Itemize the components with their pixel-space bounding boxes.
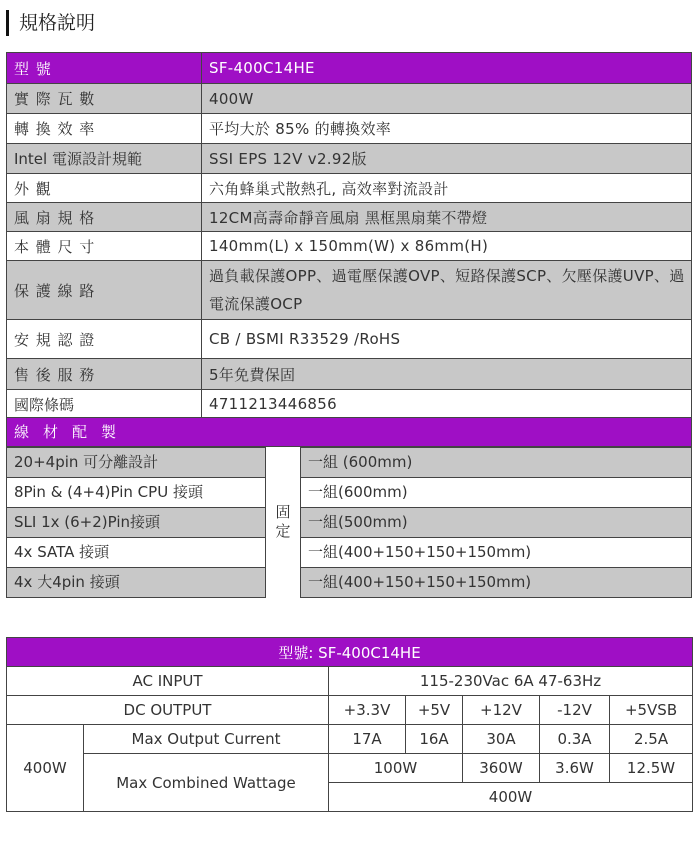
- total-wattage-label: 400W: [7, 725, 84, 812]
- cable-qty-column: [300, 447, 692, 598]
- rail-n12v: -12V: [540, 696, 610, 725]
- spec-value: 平均大於 85% 的轉換效率: [202, 114, 692, 144]
- cable-qty: 一組(600mm): [300, 478, 692, 508]
- dc-output-row: [7, 696, 693, 725]
- spec-label: 實 際 瓦 數: [7, 84, 202, 114]
- spec-label: 轉 換 效 率: [7, 114, 202, 144]
- combined-3v3-5v: 100W: [329, 754, 463, 783]
- spec-value: 140mm(L) x 150mm(W) x 86mm(H): [202, 232, 692, 261]
- rail-5vsb: +5VSB: [610, 696, 693, 725]
- current-5vsb: 2.5A: [610, 725, 693, 754]
- cable-name: 20+4pin 可分離設計: [6, 447, 266, 478]
- combined-n12v: 3.6W: [540, 754, 610, 783]
- spec-label: 國際條碼: [7, 390, 202, 419]
- combined-wattage-label: Max Combined Wattage: [84, 754, 329, 812]
- ac-input-row: [7, 667, 693, 696]
- spec-label: 外 觀: [7, 174, 202, 203]
- combined-5vsb: 12.5W: [610, 754, 693, 783]
- spec-row: [7, 232, 692, 261]
- power-output-table: [6, 637, 693, 812]
- cable-name: 4x SATA 接頭: [6, 538, 266, 568]
- cable-name: 8Pin & (4+4)Pin CPU 接頭: [6, 478, 266, 508]
- dc-output-label: DC OUTPUT: [7, 696, 329, 725]
- spec-label: 安 規 認 證: [7, 320, 202, 359]
- power-title-row: [7, 638, 693, 667]
- cable-qty: 一組(500mm): [300, 508, 692, 538]
- fixed-cable-note: [266, 447, 300, 598]
- spec-value: 12CM高壽命靜音風扇 黑框黑扇葉不帶燈: [202, 203, 692, 232]
- current-3v3: 17A: [329, 725, 406, 754]
- power-table-title: 型號: SF-400C14HE: [7, 638, 693, 667]
- cable-name: SLI 1x (6+2)Pin接頭: [6, 508, 266, 538]
- cable-qty: 一組(400+150+150+150mm): [300, 538, 692, 568]
- spec-value: 5年免費保固: [202, 359, 692, 390]
- spec-row: [7, 390, 692, 419]
- spec-row: [7, 203, 692, 232]
- cable-name-column: [6, 447, 266, 598]
- spec-row: [7, 261, 692, 320]
- combined-wattage-row: [7, 754, 693, 783]
- spec-value: SF-400C14HE: [202, 53, 692, 84]
- rail-3v3: +3.3V: [329, 696, 406, 725]
- rail-5v: +5V: [406, 696, 463, 725]
- spec-table: [6, 52, 692, 419]
- spec-row: [7, 359, 692, 390]
- spec-row: [7, 84, 692, 114]
- spec-row: [7, 320, 692, 359]
- current-5v: 16A: [406, 725, 463, 754]
- current-12v: 30A: [463, 725, 540, 754]
- max-current-label: Max Output Current: [84, 725, 329, 754]
- rail-12v: +12V: [463, 696, 540, 725]
- combined-12v: 360W: [463, 754, 540, 783]
- ac-input-value: 115-230Vac 6A 47-63Hz: [329, 667, 693, 696]
- spec-value: 400W: [202, 84, 692, 114]
- spec-value: 六角蜂巢式散熱孔, 高效率對流設計: [202, 174, 692, 203]
- spec-label: 保 護 線 路: [7, 261, 202, 320]
- fixed-cable-label: 固定: [273, 503, 292, 542]
- cable-section-header: 線材配製: [6, 417, 692, 447]
- spec-label: 型 號: [7, 53, 202, 84]
- spec-label: 售 後 服 務: [7, 359, 202, 390]
- spec-value: 4711213446856: [202, 390, 692, 419]
- spec-row: [7, 144, 692, 174]
- spec-value: CB / BSMI R33529 /RoHS: [202, 320, 692, 359]
- spec-row-model: [7, 53, 692, 84]
- spec-row: [7, 114, 692, 144]
- cable-qty: 一組(400+150+150+150mm): [300, 568, 692, 598]
- spec-value: SSI EPS 12V v2.92版: [202, 144, 692, 174]
- current-n12v: 0.3A: [540, 725, 610, 754]
- spec-label: 風 扇 規 格: [7, 203, 202, 232]
- cable-qty: 一組 (600mm): [300, 447, 692, 478]
- ac-input-label: AC INPUT: [7, 667, 329, 696]
- cable-section: [6, 447, 692, 598]
- max-current-row: [7, 725, 693, 754]
- spec-value: 過負載保護OPP、過電壓保護OVP、短路保護SCP、欠壓保護UVP、過電流保護OCP: [202, 261, 692, 320]
- spec-label: 本 體 尺 寸: [7, 232, 202, 261]
- cable-name: 4x 大4pin 接頭: [6, 568, 266, 598]
- combined-total: 400W: [329, 783, 693, 812]
- spec-label: Intel 電源設計規範: [7, 144, 202, 174]
- spec-row: [7, 174, 692, 203]
- section-title: 規格說明: [6, 10, 95, 36]
